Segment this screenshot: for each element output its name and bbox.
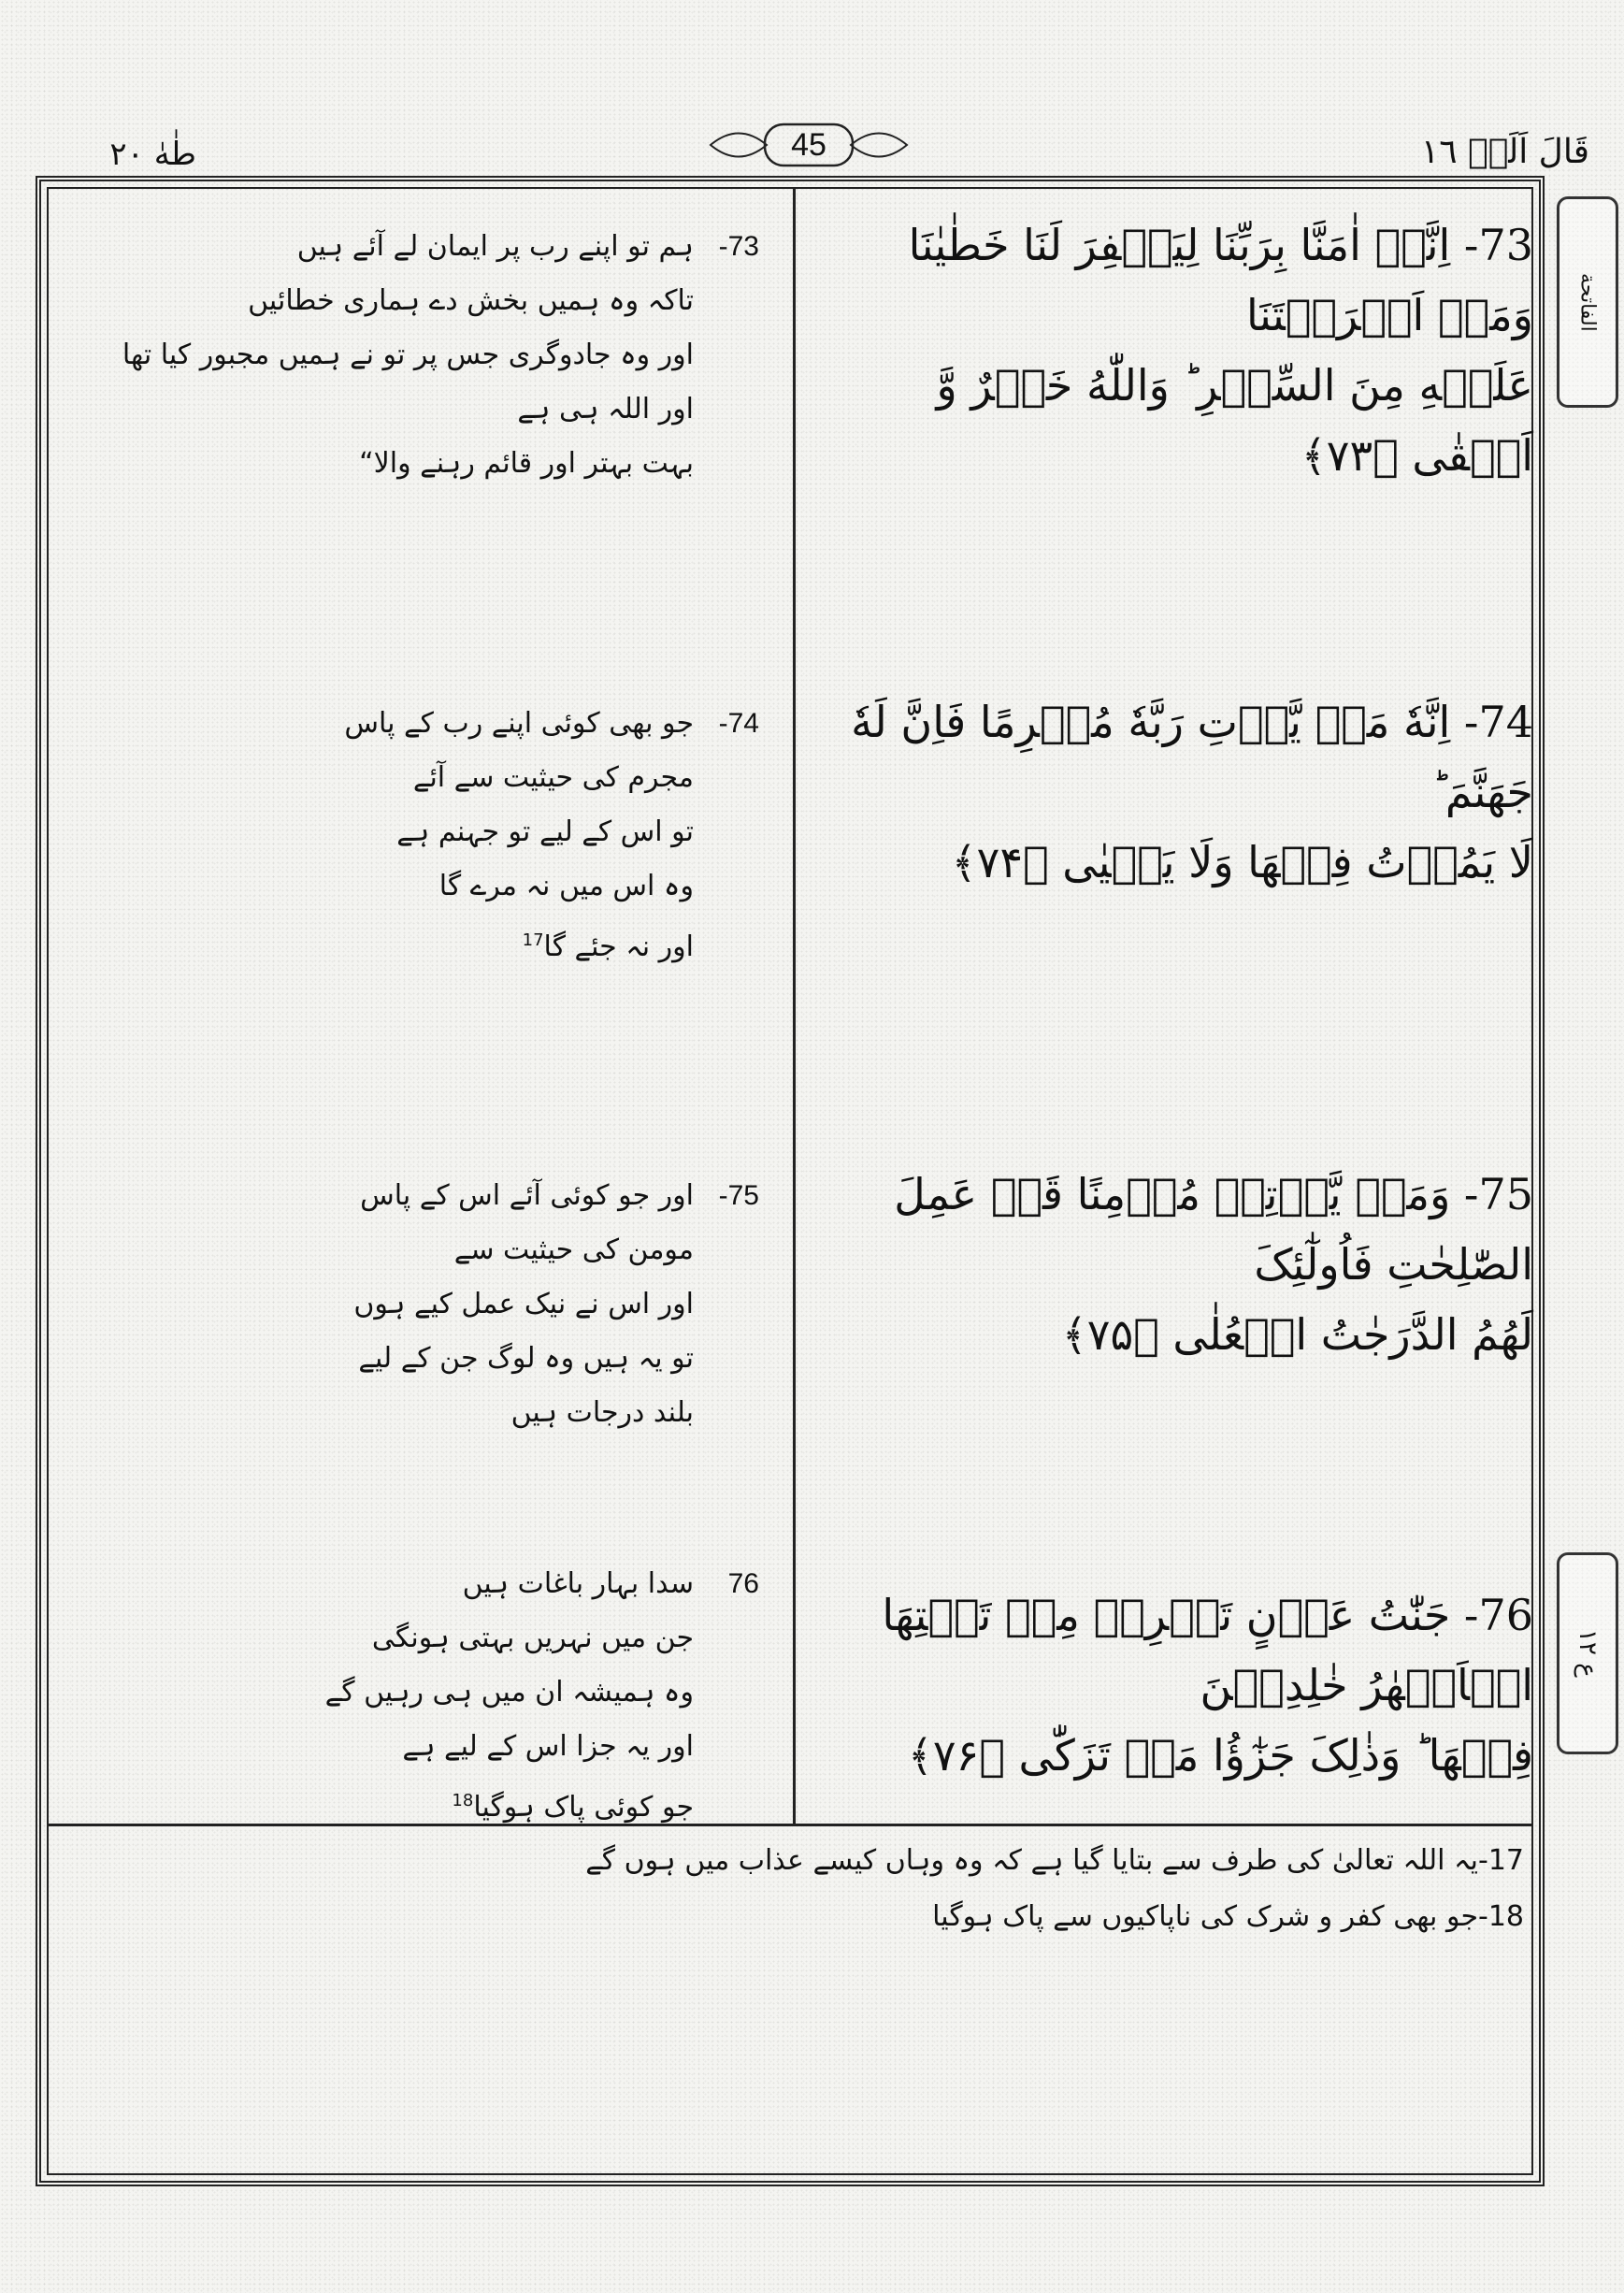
urdu-line: اور اللہ ہی ہے	[517, 393, 694, 425]
footnote-marker: 17	[522, 930, 544, 950]
urdu-translation-73	[47, 220, 776, 491]
urdu-line: تو اس کے لیے تو جہنم ہے	[396, 815, 694, 848]
urdu-line: وہ ہمیشہ ان میں ہی رہیں گے	[324, 1676, 694, 1709]
urdu-line: اور یہ جزا اس کے لیے ہے	[402, 1730, 694, 1763]
arabic-verse-74	[804, 687, 1533, 898]
verse-number: 75-	[718, 1180, 759, 1211]
arabic-line: 75- وَمَنۡ یَّاۡتِهٖ مُؤۡمِنًا قَدۡ عَمِلَ الصّٰلِحٰتِ فَاُولٰٓئِکَ	[894, 1169, 1533, 1290]
urdu-line: 76سدا بہار باغات ہیں	[47, 1557, 776, 1611]
page-number: 45	[791, 127, 826, 163]
verse-number: 76	[727, 1568, 759, 1599]
urdu-line: 73-ہم تو اپنے رب پر ایمان لے آئے ہیں	[47, 220, 776, 274]
surah-header: طٰهٰ ٢٠	[109, 136, 196, 173]
urdu-line: تو یہ ہیں وہ لوگ جن کے لیے	[358, 1342, 694, 1375]
verse-number: 74-	[718, 708, 759, 739]
urdu-translation-75	[47, 1169, 776, 1440]
juz-header: قَالَ اَلَمۡ ١٦	[1420, 133, 1589, 171]
arabic-line: 76- جَنّٰتُ عَدۡنٍ تَجۡرِیۡ مِنۡ تَحۡتِهَا الۡاَنۡهٰرُ خٰلِدِیۡنَ	[882, 1590, 1533, 1710]
arabic-line: 74- اِنَّهٗ مَنۡ یَّاۡتِ رَبَّهٗ مُجۡرِمًا فَاِنَّ لَهٗ جَهَنَّمَ ؕ	[851, 697, 1533, 817]
marginal-cartouche-top: الفاتحة	[1557, 196, 1618, 408]
footnote-marker: 18	[452, 1791, 474, 1810]
marginal-cartouche-bottom: ع ١٢	[1557, 1552, 1618, 1754]
urdu-line: جو کوئی پاک ہوگیا$^{18}$	[452, 1791, 694, 1824]
urdu-line: 75-اور جو کوئی آئے اس کے پاس	[47, 1169, 776, 1223]
urdu-line: تاکہ وہ ہمیں بخش دے ہماری خطائیں	[248, 284, 694, 317]
urdu-line: مجرم کی حیثیت سے آئے	[412, 761, 694, 794]
arabic-verse-73	[804, 210, 1533, 491]
urdu-line: وہ اس میں نہ مرے گا	[438, 870, 694, 902]
urdu-line: اور نہ جئے گا$^{17}$	[522, 930, 694, 963]
arabic-line: عَلَیۡهِ مِنَ السِّحۡرِ ؕ وَاللّٰهُ خَیۡرٌ وَّ اَبۡقٰی ﴿۷۳﴾	[936, 360, 1533, 481]
urdu-line: بلند درجات ہیں	[510, 1396, 694, 1429]
arabic-line: فِیۡهَا ؕ وَذٰلِکَ جَزٰٓؤُا مَنۡ تَزَکّٰی ﴿۷۶﴾	[907, 1730, 1533, 1781]
urdu-line: 74-جو بھی کوئی اپنے رب کے پاس	[47, 697, 776, 751]
urdu-line: جن میں نہریں بہتی ہونگی	[371, 1622, 694, 1654]
urdu-line: اور اس نے نیک عمل کیے ہوں	[353, 1288, 694, 1320]
column-divider	[793, 187, 796, 1824]
arabic-verse-76	[804, 1580, 1533, 1791]
arabic-line: لَهُمُ الدَّرَجٰتُ الۡعُلٰی ﴿۷۵﴾	[1061, 1309, 1533, 1360]
footnotes	[65, 1833, 1524, 1945]
urdu-line: اور وہ جادوگری جس پر تو نے ہمیں مجبور کیا تھا	[122, 339, 694, 371]
verse-number: 73-	[718, 231, 759, 262]
arabic-line: لَا یَمُوۡتُ فِیۡهَا وَلَا یَحۡیٰی ﴿۷۴﴾	[951, 837, 1533, 887]
urdu-translation-74	[47, 697, 776, 968]
urdu-line: مومن کی حیثیت سے	[453, 1233, 694, 1266]
arabic-line: 73- اِنَّاۤ اٰمَنَّا بِرَبِّنَا لِیَغۡفِرَ لَنَا خَطٰیٰنَا وَمَاۤ اَکۡرَهۡتَنَا	[908, 220, 1533, 340]
urdu-line: بہت بہتر اور قائم رہنے والا“	[359, 447, 694, 480]
footnote: 17-یہ اللہ تعالیٰ کی طرف سے بتایا گیا ہے کہ وہ وہاں کیسے عذاب میں ہوں گے	[585, 1844, 1524, 1877]
footnote: 18-جو بھی کفر و شرک کی ناپاکیوں سے پاک ہوگیا	[932, 1900, 1524, 1933]
arabic-verse-75	[804, 1160, 1533, 1370]
urdu-translation-76	[47, 1557, 776, 1828]
